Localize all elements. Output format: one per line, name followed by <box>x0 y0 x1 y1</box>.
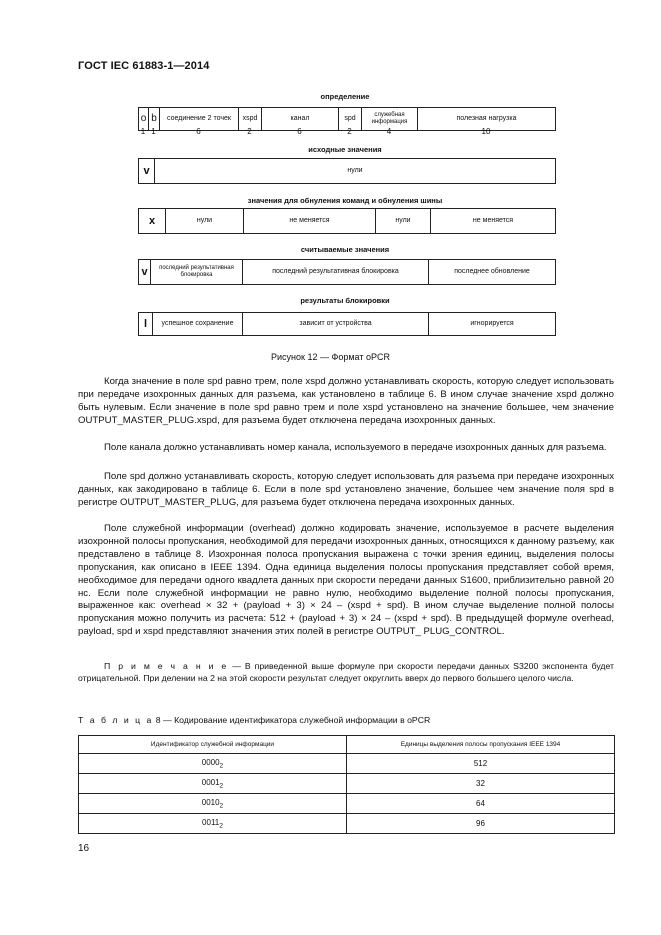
lock-row <box>138 312 556 336</box>
bits-payload: 10 <box>481 127 491 136</box>
caption-initial: исходные значения <box>308 145 382 154</box>
table-header-row <box>79 736 615 754</box>
figure-caption: Рисунок 12 — Формат oPCR <box>271 352 390 362</box>
lock-ignored: игнорируется <box>470 320 514 327</box>
initial-mark: v <box>139 159 155 183</box>
field-xspd: xspd <box>239 108 262 130</box>
bits-xspd: 2 <box>247 127 252 136</box>
field-o: o <box>139 108 149 130</box>
note <box>78 661 614 684</box>
document-header: ГОСТ IEC 61883-1—2014 <box>78 60 210 72</box>
table-row <box>79 774 615 794</box>
header-overhead-id: Идентификатор служебной информации <box>79 736 347 754</box>
overhead-id: $0010_2$ <box>79 794 347 814</box>
field-spd: spd <box>339 108 362 130</box>
note-text: — В приведенной выше формуле при скорости передачи данных S3200 экспонента будет отрицательной. При делении на 2 на этой скорости результат следует округлить вверх до первого большего целого числа. <box>78 661 614 683</box>
caption-definition: определение <box>320 92 370 101</box>
overhead-id: $0011_2$ <box>79 814 347 834</box>
bits-overhead: 4 <box>386 127 392 136</box>
table-caption <box>78 715 430 725</box>
read-row <box>138 259 556 285</box>
header-bandwidth-units: Единицы выделения полосы пропускания IEEE 1394 <box>347 736 615 754</box>
caption-reset: значения для обнуления команд и обнуления шины <box>247 196 443 205</box>
note-label: П р и м е ч а н и е <box>104 661 229 671</box>
table-title: 8 — Кодирование идентификатора служебной информации в oPCR <box>155 715 431 725</box>
table-label: Т а б л и ц а <box>78 715 154 725</box>
bits-o: 1 <box>140 127 146 136</box>
read-last-update: последнее обновление <box>454 268 530 275</box>
table-row <box>79 814 615 834</box>
caption-read: считываемые значения <box>300 245 390 254</box>
bits-spd: 2 <box>347 127 352 136</box>
lock-device-dependent: зависит от устройства <box>243 313 429 335</box>
overhead-id: $0001_2$ <box>79 774 347 794</box>
initial-row <box>138 158 556 184</box>
table-row <box>79 794 615 814</box>
reset-unchanged-1: не меняется <box>244 209 376 233</box>
reset-unchanged-2: не меняется <box>472 217 514 224</box>
bits-p2p: 6 <box>196 127 201 136</box>
read-mark: v <box>139 260 151 284</box>
bandwidth-value: 64 <box>347 794 615 814</box>
field-p2p: соединение 2 точек <box>160 108 239 130</box>
caption-lock: результаты блокировки <box>300 296 390 305</box>
bits-b: 1 <box>151 127 156 136</box>
lock-mark: l <box>139 313 153 335</box>
lock-success: успешное сохранение <box>153 313 243 335</box>
reset-row <box>138 208 556 234</box>
page-number: 16 <box>78 843 90 854</box>
field-overhead: служебная информация <box>362 108 418 130</box>
paragraph-3: Поле spd должно устанавливать скорость, которую следует использовать для разъема при передаче изохронных данных, как закодировано в таблице 6. Если в поле spd установлено значение, большее чем значение поля spd в регистре OUTPUT_MASTER_PLUG, для разъема будет отключена передача изохронных данных. <box>78 471 614 508</box>
field-b: b <box>149 108 160 130</box>
paragraph-1: Когда значение в поле spd равно трем, поле xspd должно устанавливать скорость, которую следует использовать при передаче изохронных данных для разъема, как установлено в таблице 6. В ином случае значение xspd должно быть нулевым. Если значение в поле spd равно трем и поле xspd установлено на значение большее, чем значение OUTPUT_MASTER_PLUG.xspd, для разъема будет отключена передача изохронных данных. <box>78 376 614 426</box>
initial-zeros: нули <box>347 167 363 174</box>
field-channel: канал <box>262 108 339 130</box>
bandwidth-value: 96 <box>347 814 615 834</box>
read-last-lock-1: последний результативная блокировка <box>151 260 243 284</box>
read-last-lock-2: последний результативная блокировка <box>243 260 429 284</box>
bandwidth-value: 32 <box>347 774 615 794</box>
overhead-table <box>78 735 615 834</box>
bits-channel: 6 <box>297 127 302 136</box>
reset-mark: x <box>139 209 166 233</box>
overhead-id: $0000_2$ <box>79 754 347 774</box>
reset-zeros-1: нули <box>166 209 244 233</box>
field-payload: полезная нагрузка <box>456 115 517 122</box>
paragraph-4: Поле служебной информации (overhead) должно кодировать значение, используемое в расчете выделения изохронной полосы пропускания, необходимой для передачи изохронных данных, относящихся к данному разъему, как представлено в таблице 8. Изохронная полоса пропускания выражена с точки зрения единиц, выделения полосы пропускания, как описано в IEEE 1394. Одна единица выделения полосы пропускания представляет собой время, необходимое для передачи одного квадлета данных при скорости передачи данных S1600, приблизительно равной 20 нс. Если поле служебной информации не равно нулю, необходимо выделение полной полосы пропускания, выраженное как: overhead × 32 + (payload + 3) × 24 – (xspd + spd). В ином случае выделение полной полосы пропускания можно получить из расчета: 512 + (payload + 3) × 24 – (xspd + spd). В предыдущей формуле overhead, payload, spd и xspd представляют значения этих полей в регистре OUTPUT_ PLUG_CONTROL. <box>78 523 614 638</box>
paragraph-2: Поле канала должно устанавливать номер канала, используемого в передаче изохронных данных для разъема. <box>104 442 607 453</box>
bandwidth-value: 512 <box>347 754 615 774</box>
reset-zeros-2: нули <box>376 209 431 233</box>
table-row <box>79 754 615 774</box>
